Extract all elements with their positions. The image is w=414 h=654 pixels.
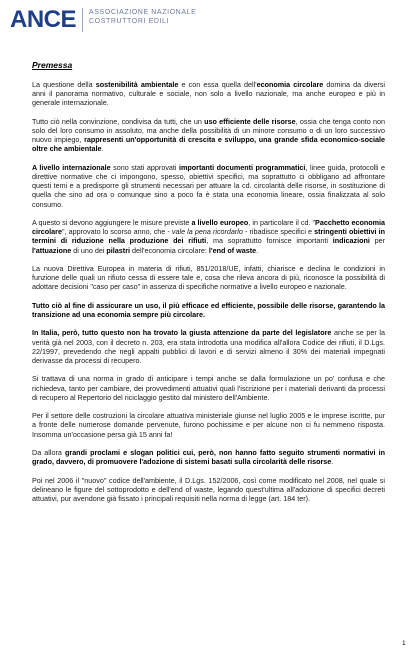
p4-bold: a livello europeo xyxy=(191,218,249,227)
p10-text: . xyxy=(331,457,334,467)
p2-text: , ossia che tenga conto non solo del loro consumo in assoluto, ma anche della possibilità di un minore consumo o di un loro successivo nuovo impiego, xyxy=(32,116,385,145)
document-body xyxy=(32,60,385,512)
p4-bold: Pacchetto economia circolare xyxy=(32,218,386,237)
p4-text: per xyxy=(369,236,386,246)
p2-text: . xyxy=(101,144,104,154)
page-number: 1 xyxy=(402,640,406,647)
p7-bold: In Italia, però, tutto questo non ha trovato la giusta attenzione da parte del legislatore xyxy=(32,328,332,338)
paragraph-9: Per il settore delle costruzioni la circolare attuativa ministeriale giunse nel luglio 2005 e le imprese iscritte, pur a fronte delle numerose domande pervenute, furono pochissime e per alcune non ci fu nemmeno risposta. Insomma un'occasione persa già 15 anni fa! xyxy=(32,411,385,439)
p4-text: dell'economia circolare: xyxy=(130,245,209,255)
p6-bold: Tutto ciò al fine di assicurare un uso, il più efficace ed efficiente, possibile delle risorse, garantendo la transizione ad una economia sempre più circolare. xyxy=(32,300,385,319)
p3-bold: importanti documenti programmatici xyxy=(179,162,306,172)
p1-text: domina da diversi anni il panorama normativo, culturale e sociale, non solo a livello nazionale, ma anche europeo e più in generale internazionale. xyxy=(32,80,385,108)
p4-text: di uno dei xyxy=(71,245,107,255)
p4-bold: l'end of waste xyxy=(208,245,257,255)
p3-text: sono stati approvati xyxy=(110,162,180,172)
p1-text: e con essa quella dell' xyxy=(178,80,257,89)
paragraph-1 xyxy=(32,80,385,108)
org-line-1: ASSOCIAZIONE NAZIONALE xyxy=(89,9,197,16)
p10-text: Da allora xyxy=(32,447,65,457)
p4-text: A questo si devono aggiungere le misure previste xyxy=(32,218,192,227)
p1-bold: economia circolare xyxy=(256,80,324,89)
paragraph-5: La nuova Direttiva Europea in materia di rifiuti, 851/2018/UE, infatti, chiarisce e declina le condizioni in funzione delle quali un rifiuto cessa di essere tale e, cosa che rileva ancora di più, riconosce la possibilità di adottare decisioni "caso per caso" in assenza di specifiche normative a livello europeo e nazionale. xyxy=(32,264,385,292)
p1-text: La questione della xyxy=(32,80,96,89)
paragraph-4 xyxy=(32,218,385,255)
p4-bold: indicazioni xyxy=(332,236,370,246)
p4-text: , ma soprattutto fornisce importanti xyxy=(206,236,333,246)
paragraph-10 xyxy=(32,448,385,466)
p3-text: , linee guida, protocolli e direttive normative che ci impongono, spesso, obiettivi specifici, ma soprattutto ci obbligano ad affrontare questi temi e a predisporre gli strumenti necessari per attuare la cd. circolarità delle risorse, in sostituzione di quella che sino ad ora o comunque sino a poco fa è stata una economia lineare, ossia finalizzata al solo consumo. xyxy=(32,162,385,209)
paragraph-11: Poi nel 2006 il "nuovo" codice dell'ambiente, il D.Lgs. 152/2006, così come modificato nel 2008, nel quale si delineano le figure del sottoprodotto e dell'end of waste, legando quest'ultima all'adozione di specifici decreti attuativi, pur avendone già fissato i principali requisiti nella norma di legge (art. 184 ter). xyxy=(32,475,385,503)
p4-italic: vale la pena ricordarlo xyxy=(171,227,243,237)
p10-bold: grandi proclami e slogan politici cui, però, non hanno fatto seguito strumenti normativi in grado, davvero, di promuovere l'adozione di sistemi basati sulla circolarità delle risorse xyxy=(32,447,385,467)
paragraph-3 xyxy=(32,163,385,209)
p2-bold: uso efficiente delle risorse xyxy=(204,116,296,126)
p7-text: anche se per la verità già nel 2003, con il decreto n. 203, era stata introdotta una modifica all'allora Codice dei rifiuti, il D.Lgs. 22/1997, prevedendo che negli appalti pubblici di lavori e di servizi almeno il 30% dei materiali impegnati derivasse da processi di recupero. xyxy=(32,328,385,365)
paragraph-6 xyxy=(32,301,385,319)
org-line-2: COSTRUTTORI EDILI xyxy=(89,17,170,25)
paragraph-7 xyxy=(32,328,385,365)
organization-name xyxy=(89,9,196,26)
p4-text: , in particolare il cd. " xyxy=(248,218,316,227)
p4-bold: pilastri xyxy=(106,245,130,255)
p3-bold: A livello internazionale xyxy=(32,162,111,172)
logo-divider xyxy=(82,8,83,32)
paragraph-8: Si trattava di una norma in grado di anticipare i tempi anche se dalla formulazione un po' confusa e che richiedeva, tanto per cambiare, dei provvedimenti attuativi quali l'iscrizione per i materiali derivanti da processi di recupero al Repertorio del riciclaggio gestito dal ministero dell'Ambiente. xyxy=(32,374,385,402)
p1-bold: sostenibilità ambientale xyxy=(95,80,179,89)
p4-text: . xyxy=(256,245,259,255)
p4-text: ", approvato lo scorso anno, che - xyxy=(61,227,172,237)
p2-text: Tutto ciò nella convinzione, condivisa da tutti, che un xyxy=(32,116,205,126)
p4-text: - ribadisce specifici e xyxy=(242,227,315,237)
section-title: Premessa xyxy=(32,60,73,70)
paragraph-2 xyxy=(32,117,385,154)
p2-bold: rappresenti un'opportunità di crescita e sviluppo, una grande sfida economico-sociale oltre che ambientale xyxy=(32,135,385,154)
p4-bold: l'attuazione xyxy=(32,245,72,255)
p4-bold: stringenti obiettivi in termini di riduzione nella produzione dei rifiuti xyxy=(32,227,385,246)
page-header xyxy=(10,8,196,38)
ance-logo: ANCE xyxy=(10,6,77,33)
